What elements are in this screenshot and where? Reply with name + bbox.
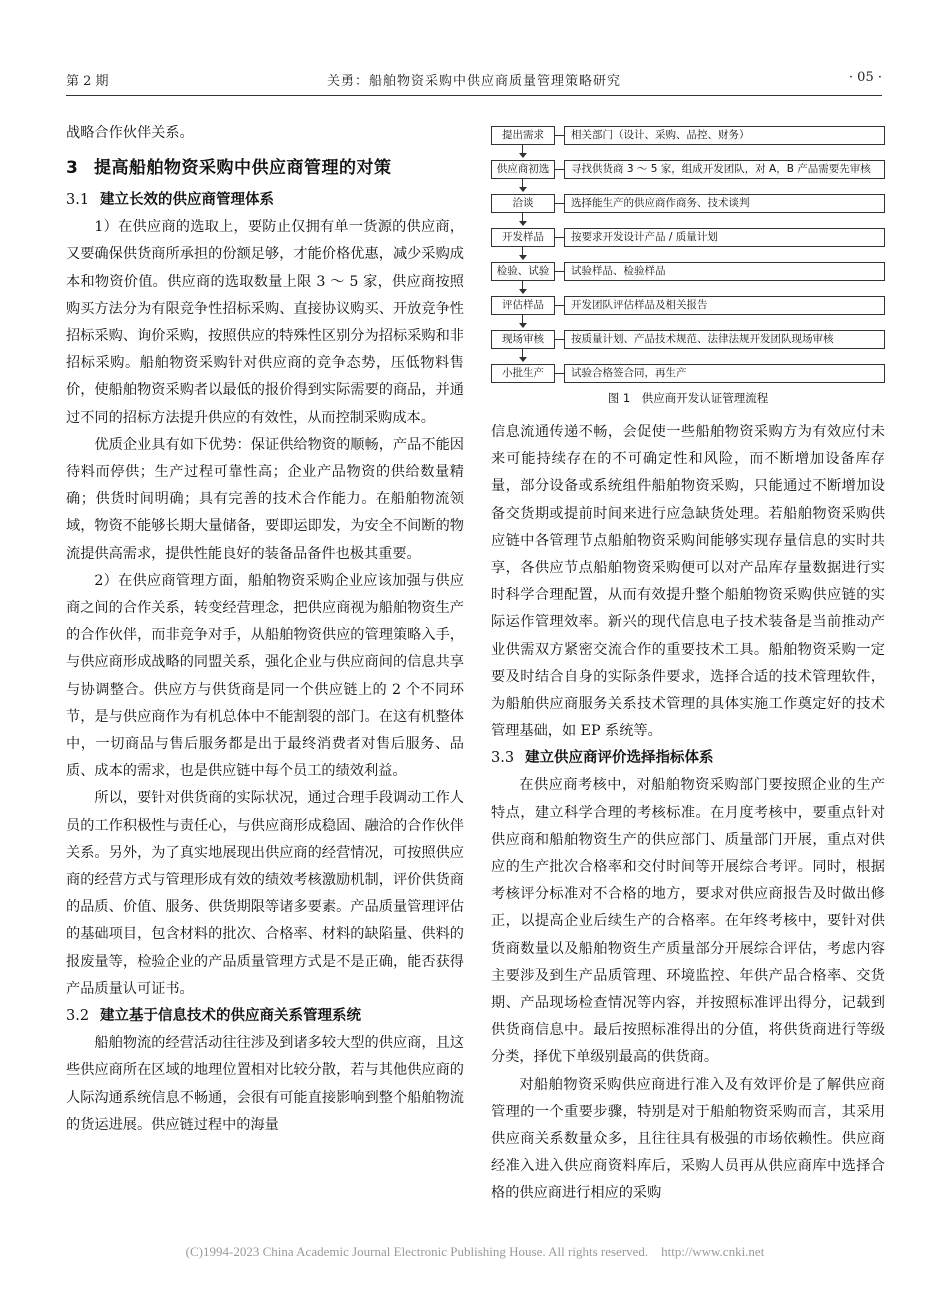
subsection-3-1-number: 3.1 xyxy=(66,192,90,209)
flow-down-arrow xyxy=(522,145,523,157)
paragraph-evaluation: 在供应商考核中，对船舶物资采购部门要按照企业的生产特点，建立科学合理的考核标准。在月度考核中，要重点针对供应商和船舶物资生产的供应部门、质量部门开展，重点对供应的生产批次合格率和交付时间等开展综合考评。同时，根据考核评分标准对不合格的地方，要求对供应商报告及时做出修正，以提高企业后续生产的合格率。在年终考核中，要针对供货商数量以及船舶物资生产质量部分开展综合评估，考虑内容主要涉及到生产品质管理、环境监控、年供产品合格率、交货期、产品现场检查情况等内容，并按照标准评出得分，记载到供货商信息中。最后按照标准得出的分值，将供货商进行等级分类，择优下单级别最高的供货商。 xyxy=(491,777,885,1066)
intro-paragraph: 战略合作伙伴关系。 xyxy=(66,125,194,141)
flow-description-box: 相关部门（设计、采购、品控、财务） xyxy=(564,126,885,145)
flow-connector xyxy=(555,339,564,340)
flow-description-box: 按要求开发设计产品 / 质量计划 xyxy=(564,228,885,247)
header-divider xyxy=(66,95,882,96)
flow-step-box: 检验、试验 xyxy=(491,262,555,281)
flow-row xyxy=(491,158,885,192)
figure-caption: 图 1 供应商开发认证管理流程 xyxy=(607,391,769,405)
subsection-3-3-title: 建立供应商评价选择指标体系 xyxy=(525,750,714,767)
flow-step-box: 开发样品 xyxy=(491,228,555,247)
subsection-3-2-number: 3.2 xyxy=(66,1008,90,1025)
paragraph-partnership: 所以，要针对供货商的实际状况，通过合理手段调动工作人员的工作积极性与责任心，与供应商形成稳固、融洽的合作伙伴关系。另外，为了真实地展现出供应商的经营情况，可按照供应商的经营方式与管理形成有效的绩效考核激励机制，评价供货商的品质、价值、服务、供货期限等诸多要素。产品质量管理评估的基础项目，包含材料的批次、合格率、材料的缺陷量、供料的报废量等，检验企业的产品质量管理方式是不是正确，能否获得产品质量认可证书。 xyxy=(66,790,464,997)
issue-number: 第 2 期 xyxy=(66,74,109,89)
subsection-3-3-heading xyxy=(491,745,885,772)
flow-row xyxy=(491,124,885,158)
paragraph-logistics: 船舶物流的经营活动往往涉及到诸多较大型的供应商，且这些供应商所在区域的地理位置相对比较分散，若与其他供应商的人际沟通系统信息不畅通，会很有可能直接影响到整个船舶物流的货运进展。供应链过程中的海量 xyxy=(66,1035,464,1133)
paragraph-quality-advantages: 优质企业具有如下优势：保证供给物资的顺畅，产品不能因待料而停供；生产过程可靠性高；企业产品物资的供给数量精确；供货时间明确；具有完善的技术合作能力。在船舶物流领域，物资不能够长期大量储备，要即运即发，为安全不间断的物流提供高需求，提供性能良好的装备品备件也极其重要。 xyxy=(66,436,464,562)
flow-row xyxy=(491,328,885,362)
flow-connector xyxy=(555,169,564,170)
flow-step-box: 小批生产 xyxy=(491,364,555,383)
subsection-3-1-heading xyxy=(66,187,464,214)
flow-row xyxy=(491,192,885,226)
section-3-heading xyxy=(66,153,464,183)
subsection-3-2-heading xyxy=(66,1003,464,1030)
flow-down-arrow xyxy=(522,247,523,259)
flow-step-box: 现场审核 xyxy=(491,330,555,349)
flow-description-box: 寻找供货商 3 ～ 5 家，组成开发团队，对 A，B 产品需要先审核 xyxy=(564,160,885,179)
flow-description-box: 开发团队评估样品及相关报告 xyxy=(564,296,885,315)
right-column xyxy=(491,419,885,1208)
copyright-footer: (C)1994-2023 China Academic Journal Electronic Publishing House. All rights reserved. http://www.cnki.net xyxy=(185,1244,765,1259)
flow-step-box: 供应商初选 xyxy=(491,160,555,179)
flow-step-box: 洽谈 xyxy=(491,194,555,213)
flow-down-arrow xyxy=(522,281,523,293)
flow-row xyxy=(491,260,885,294)
flow-connector xyxy=(555,203,564,204)
running-header xyxy=(66,70,882,92)
running-title: 关勇：船舶物资采购中供应商质量管理策略研究 xyxy=(326,74,621,89)
paragraph-information-flow: 信息流通传递不畅，会促使一些船舶物资采购方为有效应付未来可能持续存在的不可确定性和风险，而不断增加设备库存量，部分设备或系统组件船舶物资采购，只能通过不断增加设备交货期或提前时间来进行应急缺货处理。若船舶物资采购供应链中各管理节点船舶物资采购间能够实现存量信息的实时共享，各供应节点船舶物资采购便可以对产品库存量数据进行实时科学合理配置，从而有效提升整个船舶物资采购供应链的实际运作管理效率。新兴的现代信息电子技术装备是当前推动产业供需双方紧密交流合作的重要技术工具。船舶物资采购一定要及时结合自身的实际条件要求，选择合适的技术管理软件，为船舶供应商服务关系技术管理的具体实施工作奠定好的技术管理基础，如 EP 系统等。 xyxy=(491,424,885,740)
subsection-3-1-title: 建立长效的供应商管理体系 xyxy=(100,192,274,209)
flow-description-box: 试验样品、检验样品 xyxy=(564,262,885,281)
flow-down-arrow xyxy=(522,213,523,225)
subsection-3-2-title: 建立基于信息技术的供应商关系管理系统 xyxy=(100,1008,361,1025)
section-3-number: 3 xyxy=(66,158,79,179)
flow-connector xyxy=(555,237,564,238)
page-number: · 05 · xyxy=(848,70,882,85)
flow-row xyxy=(491,294,885,328)
flow-down-arrow xyxy=(522,179,523,191)
left-column xyxy=(66,120,464,1139)
subsection-3-3-number: 3.3 xyxy=(491,750,515,767)
flow-description-box: 试验合格签合同，再生产 xyxy=(564,364,885,383)
flow-down-arrow xyxy=(522,349,523,361)
flow-down-arrow xyxy=(522,315,523,327)
flow-description-box: 按质量计划、产品技术规范、法律法规开发团队现场审核 xyxy=(564,330,885,349)
flow-step-box: 评估样品 xyxy=(491,296,555,315)
flow-row xyxy=(491,226,885,260)
paragraph-supplier-selection: 1）在供应商的选取上，要防止仅拥有单一货源的供应商，又要确保供货商所承担的份额足够，才能价格优惠，减少采购成本和物资价值。供应商的选取数量上限 3 ～ 5 家，供应商按照购买方法分为有限竞争性招标采购、直接协议购买、开放竞争性招标采购、询价采购，按照供应的特殊性区别分为招标采购和非招标采购。船舶物资采购针对供应商的竞争态势，压低物料售价，使船舶物资采购者以最低的报价得到实际需要的商品，并通过不同的招标方法提升供应的有效性，从而控制采购成本。 xyxy=(66,219,464,426)
flow-connector xyxy=(555,305,564,306)
section-3-title: 提高船舶物资采购中供应商管理的对策 xyxy=(94,158,392,179)
flow-description-box: 选择能生产的供应商作商务、技术谈判 xyxy=(564,194,885,213)
paragraph-admission: 对船舶物资采购供应商进行准入及有效评价是了解供应商管理的一个重要步骤，特别是对于船舶物资采购而言，其采用供应商关系数量众多，且往往具有极强的市场依赖性。供应商经准入进入供应商资料库后，采购人员再从供应商库中选择合格的供应商进行相应的采购 xyxy=(491,1076,885,1202)
paragraph-supplier-management: 2）在供应商管理方面，船舶物资采购企业应该加强与供应商之间的合作关系，转变经营理念，把供应商视为船舶物资生产的合作伙伴，而非竞争对手，从船舶物资供应的管理策略入手，与供应商形成战略的同盟关系，强化企业与供应商间的信息共享与协调整合。供应方与供货商是同一个供应链上的 2 个不同环节，是与供应商作为有机总体中不能割裂的部门。在这有机整体中，一切商品与售后服务都是出于最终消费者对售后服务、品质、成本的需求，也是供应链中每个员工的绩效利益。 xyxy=(66,572,464,780)
flow-connector xyxy=(555,271,564,272)
flow-connector xyxy=(555,373,564,374)
flow-connector xyxy=(555,135,564,136)
flow-row xyxy=(491,362,885,386)
flow-step-box: 提出需求 xyxy=(491,126,555,145)
flowchart-figure xyxy=(491,124,885,406)
